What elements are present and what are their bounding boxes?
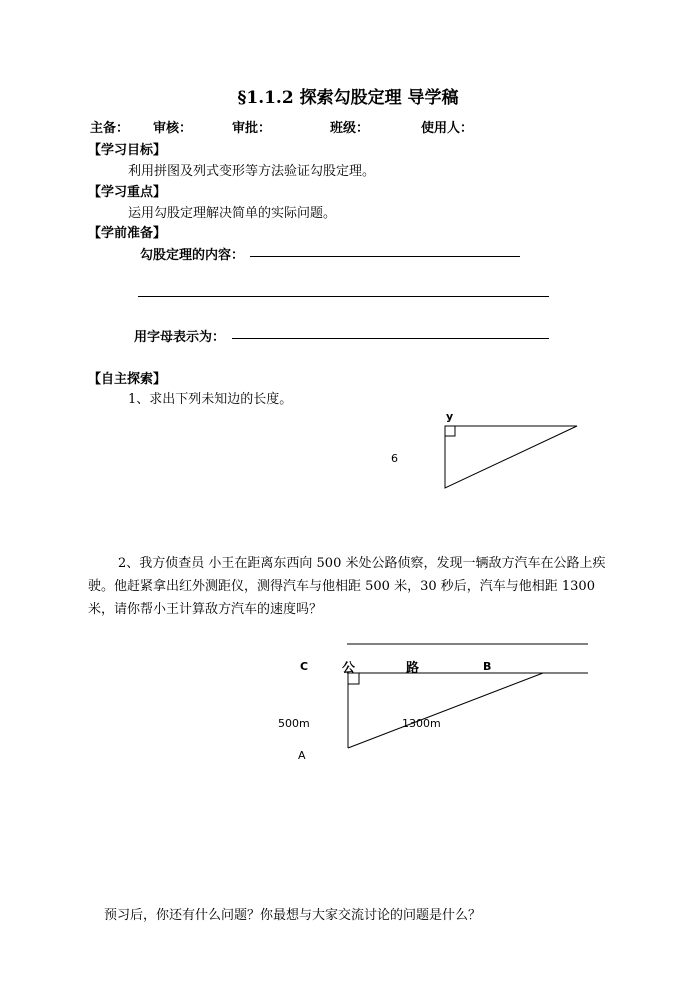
class-label: 班级： (330, 121, 370, 136)
label-1300m: 1300m (402, 717, 441, 730)
preparation-heading: 【学前准备】 (88, 226, 167, 241)
objectives-heading: 【学习目标】 (88, 143, 167, 158)
question-2-text: 2、我方侦查员 小王在距离东西向 500 米处公路侦察，发现一辆敌方汽车在公路上疾驶。他赶紧拿出红外测距仪，测得汽车与他相距 500 米，30 秒后，汽车与他相距 1300 米，请你帮小王计算敌方汽车的速度吗？ (88, 556, 606, 617)
objectives-text: 利用拼图及列式变形等方法验证勾股定理。 (128, 164, 376, 179)
theorem-content-label: 勾股定理的内容： (140, 248, 245, 263)
preparer-label: 主备： (90, 121, 130, 136)
label-b: B (483, 660, 492, 673)
label-road-2: 路 (406, 661, 420, 676)
segment-ab (348, 673, 543, 748)
approver-label: 审批： (232, 121, 272, 136)
label-500m: 500m (278, 717, 310, 730)
label-a: A (298, 749, 306, 762)
key-points-heading: 【学习重点】 (88, 185, 167, 200)
label-road-1: 公 (342, 661, 356, 676)
label-y: y (446, 410, 454, 423)
reviewer-label: 审核： (153, 121, 193, 136)
closing-question: 预习后，你还有什么问题？你最想与大家交流讨论的问题是什么？ (104, 908, 482, 923)
user-label: 使用人： (421, 121, 474, 136)
page-title: §1.1.2 探索勾股定理 导学稿 (237, 88, 459, 108)
letter-form-label: 用字母表示为： (134, 330, 226, 345)
exploration-heading: 【自主探索】 (88, 372, 167, 387)
label-6: 6 (391, 452, 398, 465)
key-points-text: 运用勾股定理解决简单的实际问题。 (128, 206, 337, 221)
question-1-text: 1、求出下列未知边的长度。 (128, 392, 293, 407)
label-c: C (300, 660, 309, 673)
